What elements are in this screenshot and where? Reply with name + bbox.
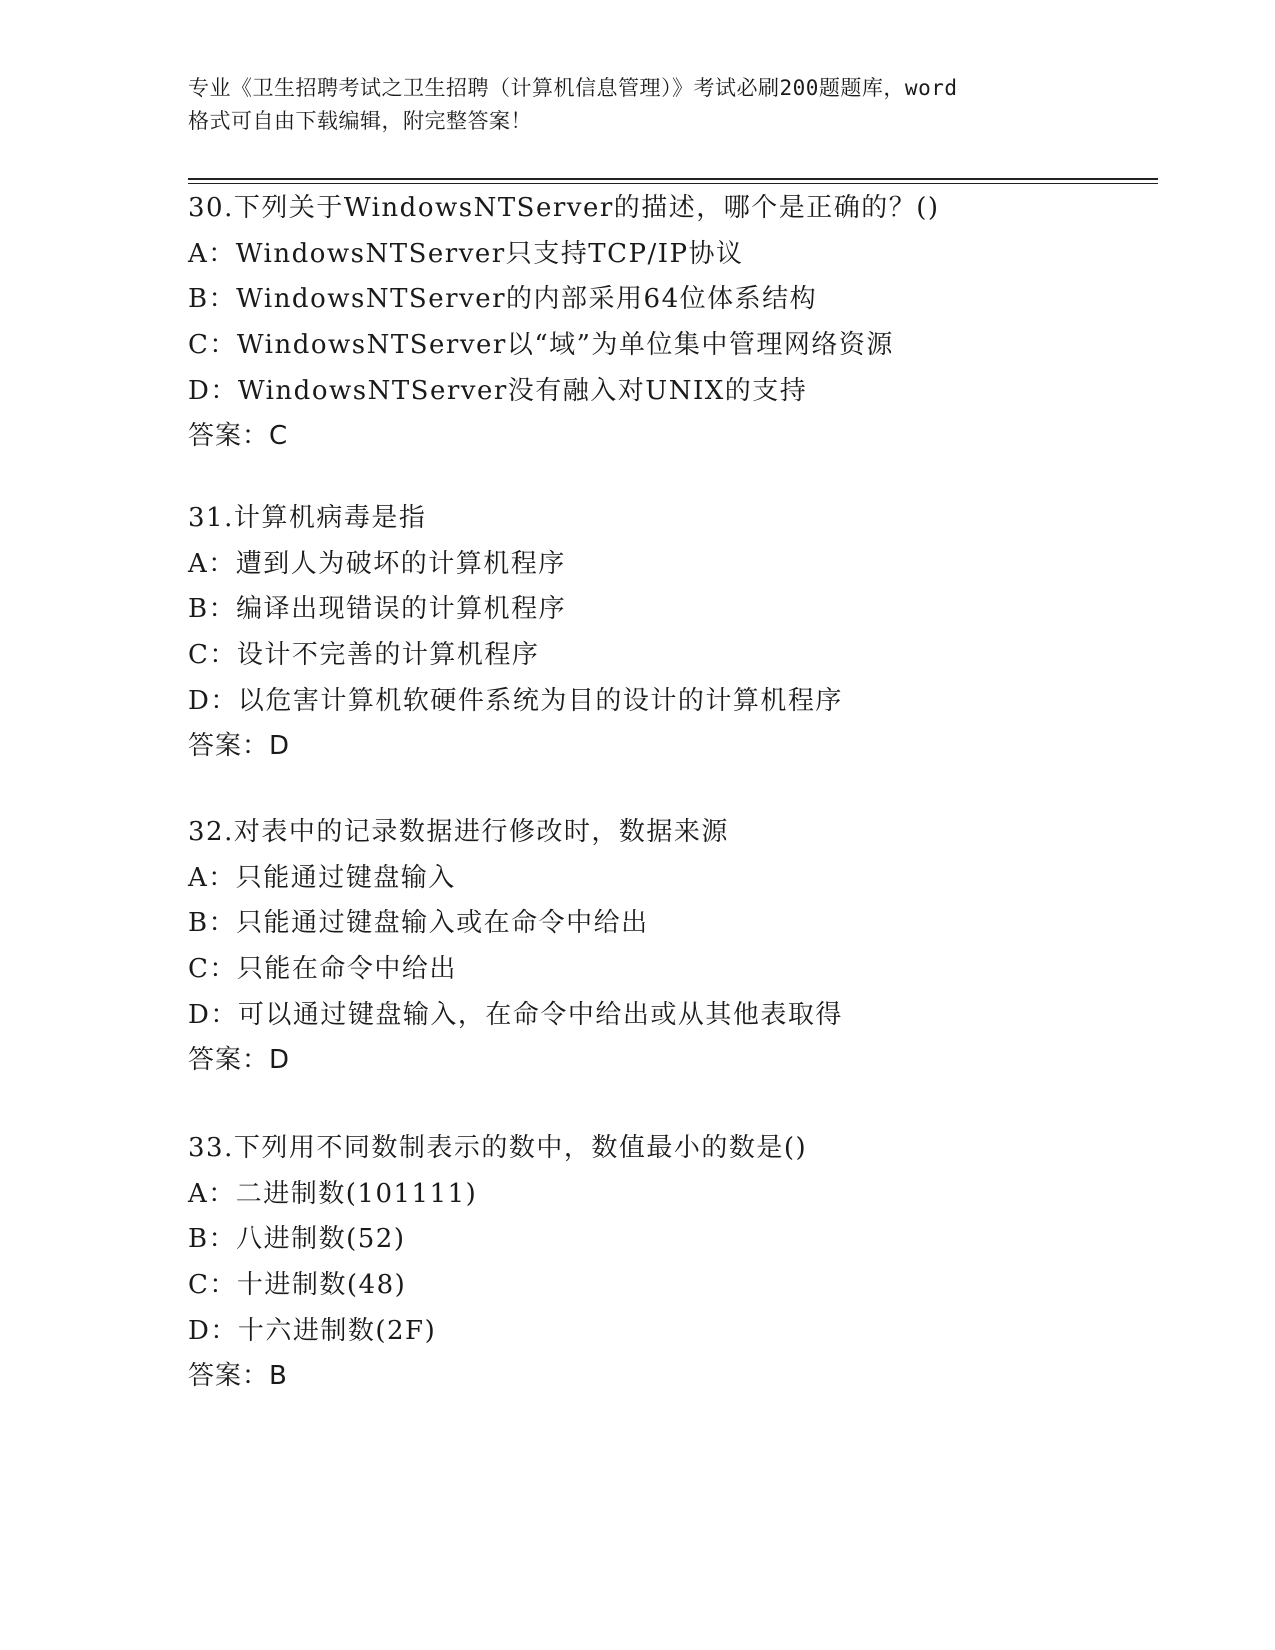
option-d: D：WindowsNTServer没有融入对UNIX的支持	[188, 375, 808, 406]
answer-line: 答案：C	[188, 421, 289, 452]
header-line-2: 格式可自由下载编辑，附完整答案！	[188, 109, 532, 133]
option-b: B：只能通过键盘输入或在命令中给出	[188, 908, 649, 939]
document-header	[188, 72, 1088, 138]
question-block-31	[188, 496, 1188, 770]
option-b: B：WindowsNTServer的内部采用64位体系结构	[188, 284, 818, 315]
option-c: C：设计不完善的计算机程序	[188, 640, 540, 671]
option-a: A：遭到人为破坏的计算机程序	[188, 548, 566, 579]
question-stem: 33.下列用不同数制表示的数中，数值最小的数是()	[188, 1133, 808, 1163]
header-divider-thin	[188, 183, 1158, 184]
option-c: C：WindowsNTServer以“域”为单位集中管理网络资源	[188, 330, 894, 361]
question-block-32	[188, 810, 1188, 1084]
option-b: B：八进制数(52)	[188, 1224, 406, 1255]
header-divider-thick	[188, 178, 1158, 180]
option-c: C：只能在命令中给出	[188, 954, 457, 985]
question-stem: 32.对表中的记录数据进行修改时，数据来源	[188, 817, 729, 847]
header-line-1: 专业《卫生招聘考试之卫生招聘（计算机信息管理）》考试必刷200题题库，word	[188, 76, 958, 100]
question-block-30	[188, 186, 1188, 460]
option-a: A：二进制数(101111)	[188, 1178, 478, 1209]
answer-line: 答案：D	[188, 1045, 291, 1076]
option-a: A：只能通过键盘输入	[188, 862, 456, 893]
question-stem: 31.计算机病毒是指	[188, 503, 427, 533]
question-block-33	[188, 1126, 1188, 1400]
question-stem: 30.下列关于WindowsNTServer的描述，哪个是正确的？()	[188, 193, 940, 223]
option-c: C：十进制数(48)	[188, 1270, 407, 1301]
option-d: D：以危害计算机软硬件系统为目的设计的计算机程序	[188, 685, 843, 716]
option-a: A：WindowsNTServer只支持TCP/IP协议	[188, 238, 744, 269]
option-b: B：编译出现错误的计算机程序	[188, 594, 567, 625]
answer-line: 答案：B	[188, 1361, 288, 1392]
answer-line: 答案：D	[188, 731, 291, 762]
option-d: D：十六进制数(2F)	[188, 1315, 437, 1346]
option-d: D：可以通过键盘输入，在命令中给出或从其他表取得	[188, 999, 843, 1030]
